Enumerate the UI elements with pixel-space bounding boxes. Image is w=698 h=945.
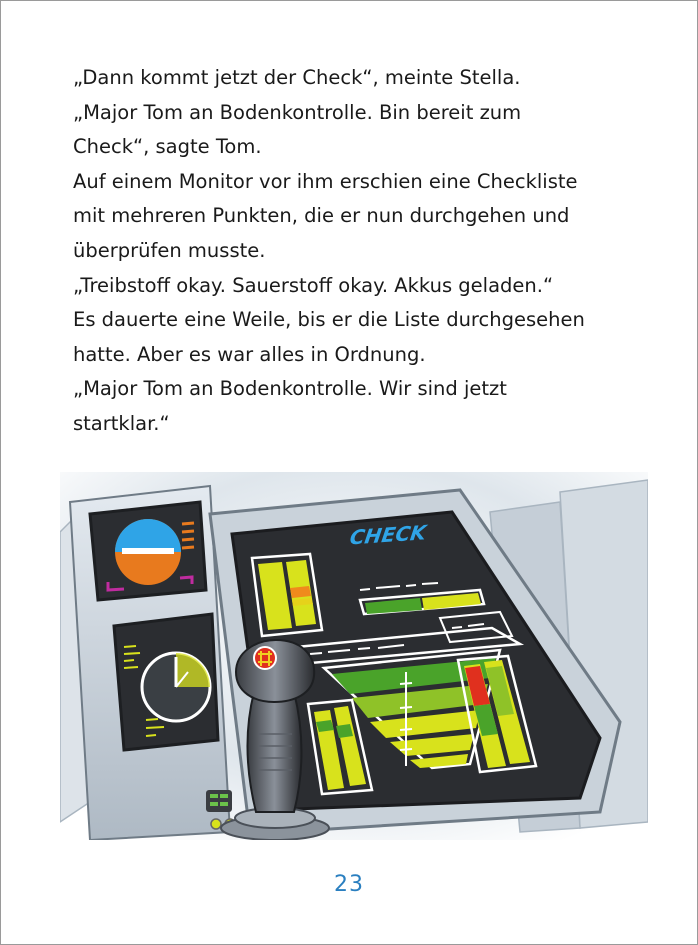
page-number: 23 — [334, 872, 364, 897]
text-line: Es dauerte eine Weile, bis er die Liste durchgesehen — [73, 308, 585, 332]
text-line: „Major Tom an Bodenkontrolle. Bin bereit zum — [73, 100, 522, 124]
instrument-column — [70, 486, 235, 840]
text-line: „Major Tom an Bodenkontrolle. Wir sind jetzt — [73, 377, 507, 401]
text-line: „Dann kommt jetzt der Check“, meinte Stella. — [73, 66, 521, 89]
text-line: startklar.“ — [73, 411, 170, 435]
text-line: überprüfen musste. — [73, 238, 266, 262]
check-label: CHECK — [348, 520, 428, 550]
text-line: Auf einem Monitor vor ihm erschien eine Checkliste — [73, 169, 578, 193]
story-text — [73, 61, 633, 442]
text-line: „Treibstoff okay. Sauerstoff okay. Akkus geladen.“ — [73, 273, 554, 297]
text-line: hatte. Aber es war alles in Ordnung. — [73, 342, 426, 366]
text-line: Check“, sagte Tom. — [73, 135, 262, 159]
cockpit-illustration — [60, 472, 648, 840]
text-line: mit mehreren Punkten, die er nun durchgehen und — [73, 204, 570, 228]
